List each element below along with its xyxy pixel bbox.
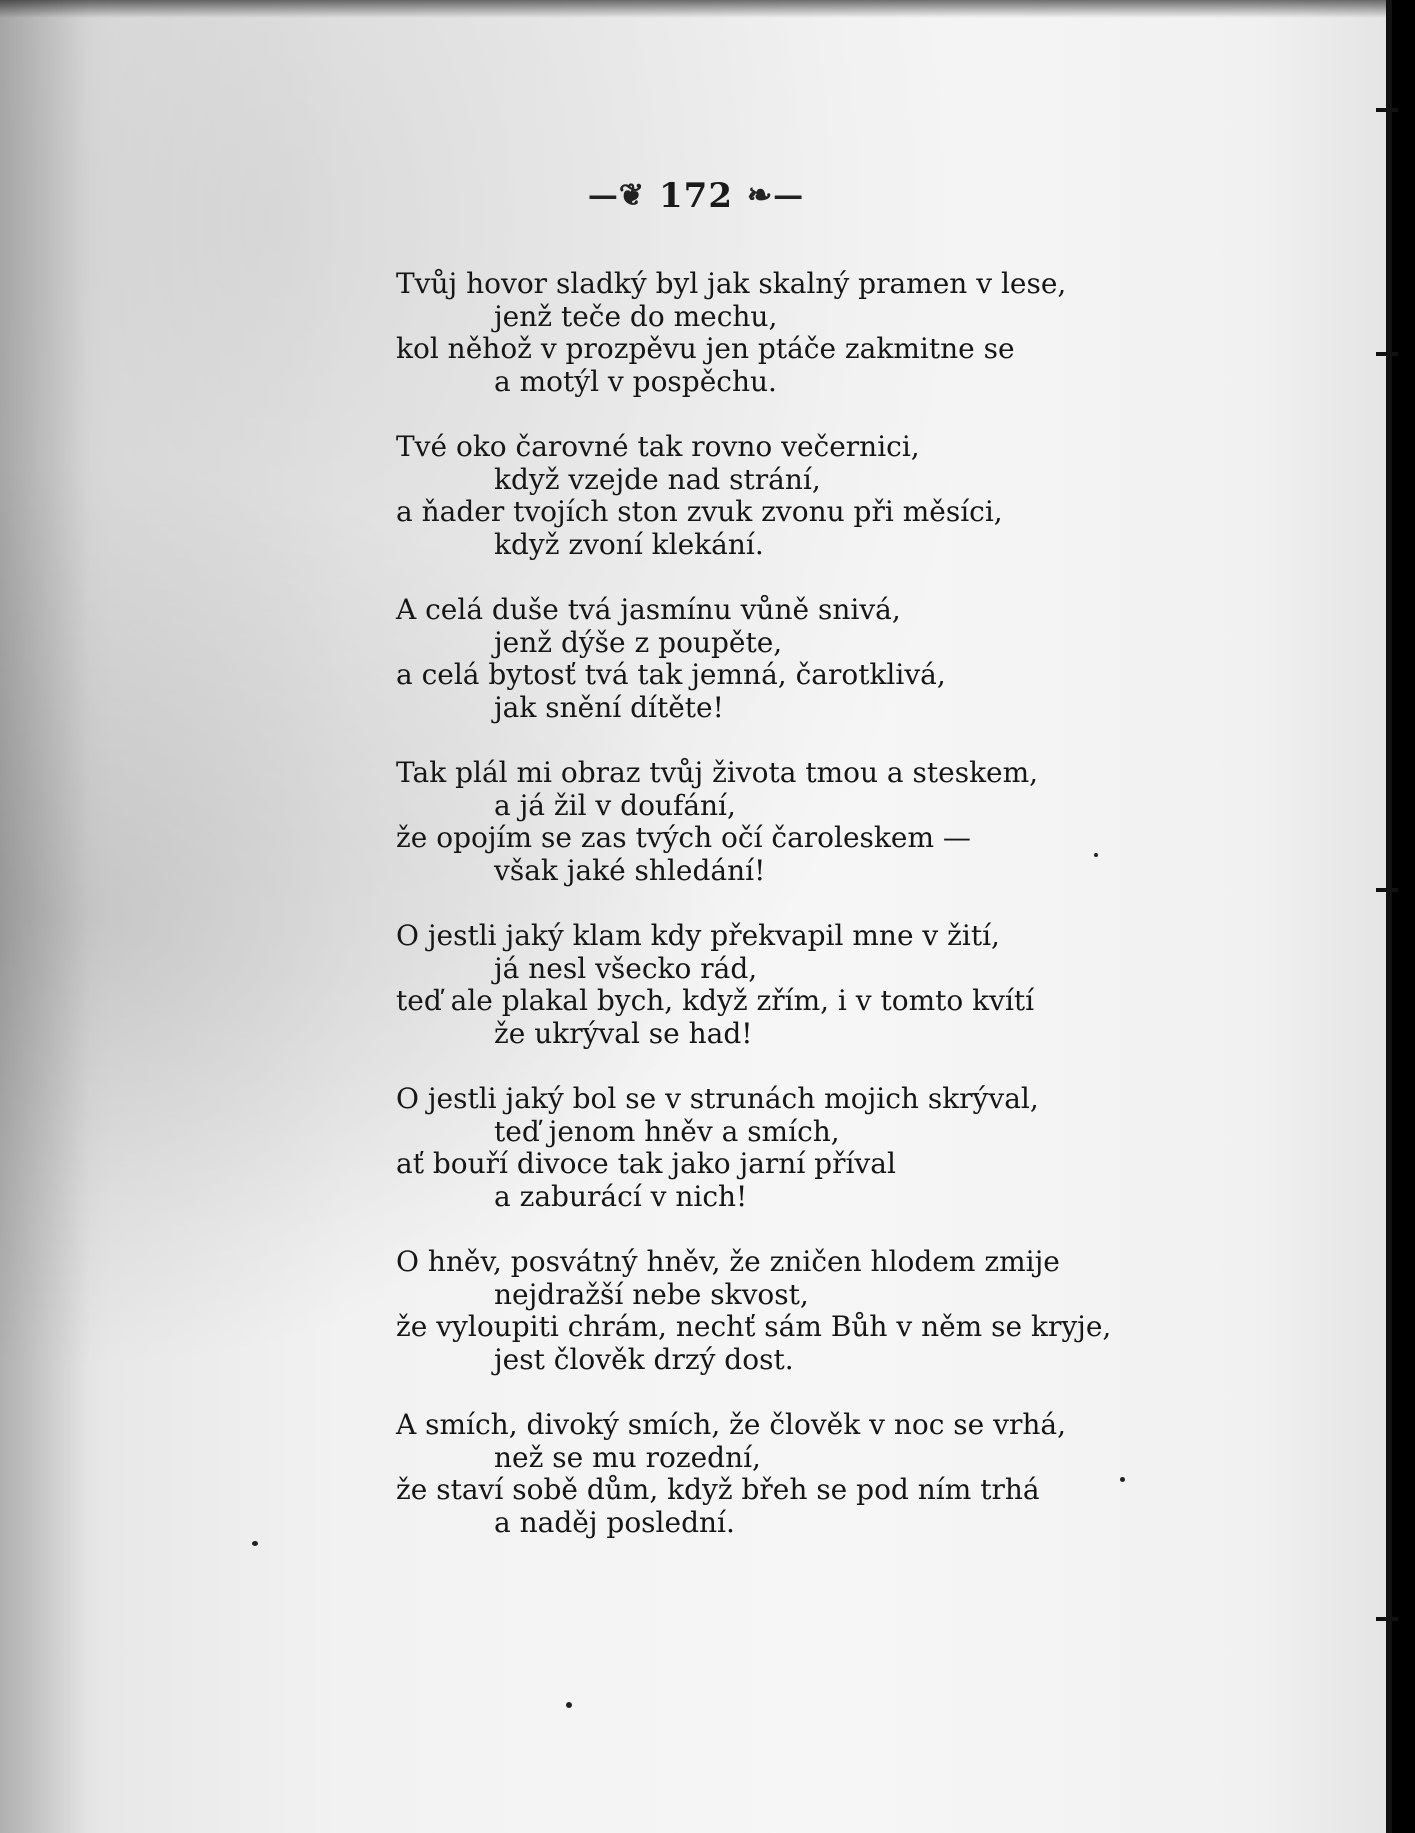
print-speck [566,1702,572,1708]
verse-line: teď jenom hněv a smích, [494,1114,840,1148]
stanza [396,1246,1176,1376]
verse-line: než se mu rozední, [494,1440,761,1474]
print-speck [252,1541,258,1546]
verse-line: a motýl v pospěchu. [494,364,777,398]
stanza [396,757,1176,887]
verse-line: jak snění dítěte! [494,690,724,724]
verse-line: že opojím se zas tvých očí čaroleskem — [396,821,971,854]
verse-line: že staví sobě dům, když břeh se pod ním trhá [396,1473,1040,1506]
print-speck [1094,853,1098,857]
stanza [396,268,1176,398]
verse-line: že ukrýval se had! [494,1016,753,1050]
ornament-left: —❦ [587,178,645,213]
verse-line: že vyloupiti chrám, nechť sám Bůh v něm se kryje, [396,1310,1112,1343]
verse-line: a zaburácí v nich! [494,1179,748,1213]
verse-line: O hněv, posvátný hněv, že zničen hlodem zmije [396,1245,1060,1278]
page-shadow [0,0,90,1833]
page-top-edge [0,0,1392,18]
verse-line: A celá duše tvá jasmínu vůně snivá, [396,593,901,626]
verse-line: jenž dýše z poupěte, [494,625,783,659]
verse-line: kol něhož v prozpěvu jen ptáče zakmitne se [396,332,1015,365]
edge-tick [1376,352,1398,356]
ornament-right: ❧— [746,178,805,213]
verse-line: a naděj poslední. [494,1505,735,1539]
verse-line: Tvé oko čarovné tak rovno večernici, [396,430,920,463]
verse-line: a ňader tvojích ston zvuk zvonu při měsíci, [396,495,1003,528]
edge-tick [1376,888,1398,892]
print-speck [1120,1477,1125,1482]
verse-line: nejdražší nebe skvost, [494,1277,809,1311]
edge-tick [1376,108,1398,112]
verse-line: a já žil v doufání, [494,788,736,822]
verse-line: O jestli jaký klam kdy překvapil mne v žití, [396,919,1000,952]
verse-line: a celá bytosť tvá tak jemná, čarotklivá, [396,658,946,691]
page-number: 172 [659,176,733,216]
stanza [396,1083,1176,1213]
verse-line: jenž teče do mechu, [494,299,778,333]
verse-line: když vzejde nad strání, [494,462,821,496]
stanza [396,920,1176,1050]
stanza [396,431,1176,561]
verse-line: však jaké shledání! [494,853,766,887]
verse-line: jest člověk drzý dost. [494,1342,794,1376]
verse-line: ať bouří divoce tak jako jarní příval [396,1147,896,1180]
page-edge-rule [1386,0,1392,1833]
verse-line: když zvoní klekání. [494,527,764,561]
stanza [396,594,1176,724]
edge-tick [1376,1617,1398,1621]
verse-line: Tvůj hovor sladký byl jak skalný pramen v lese, [396,267,1067,300]
verse-line: O jestli jaký bol se v strunách mojich skrýval, [396,1082,1039,1115]
verse-line: já nesl všecko rád, [494,951,758,985]
stanza [396,1409,1176,1539]
poem [396,268,1176,1572]
page-header [0,176,1392,216]
verse-line: A smích, divoký smích, že člověk v noc se vrhá, [396,1408,1066,1441]
verse-line: Tak plál mi obraz tvůj života tmou a steskem, [396,756,1039,789]
verse-line: teď ale plakal bych, když zřím, i v tomto kvítí [396,984,1035,1017]
